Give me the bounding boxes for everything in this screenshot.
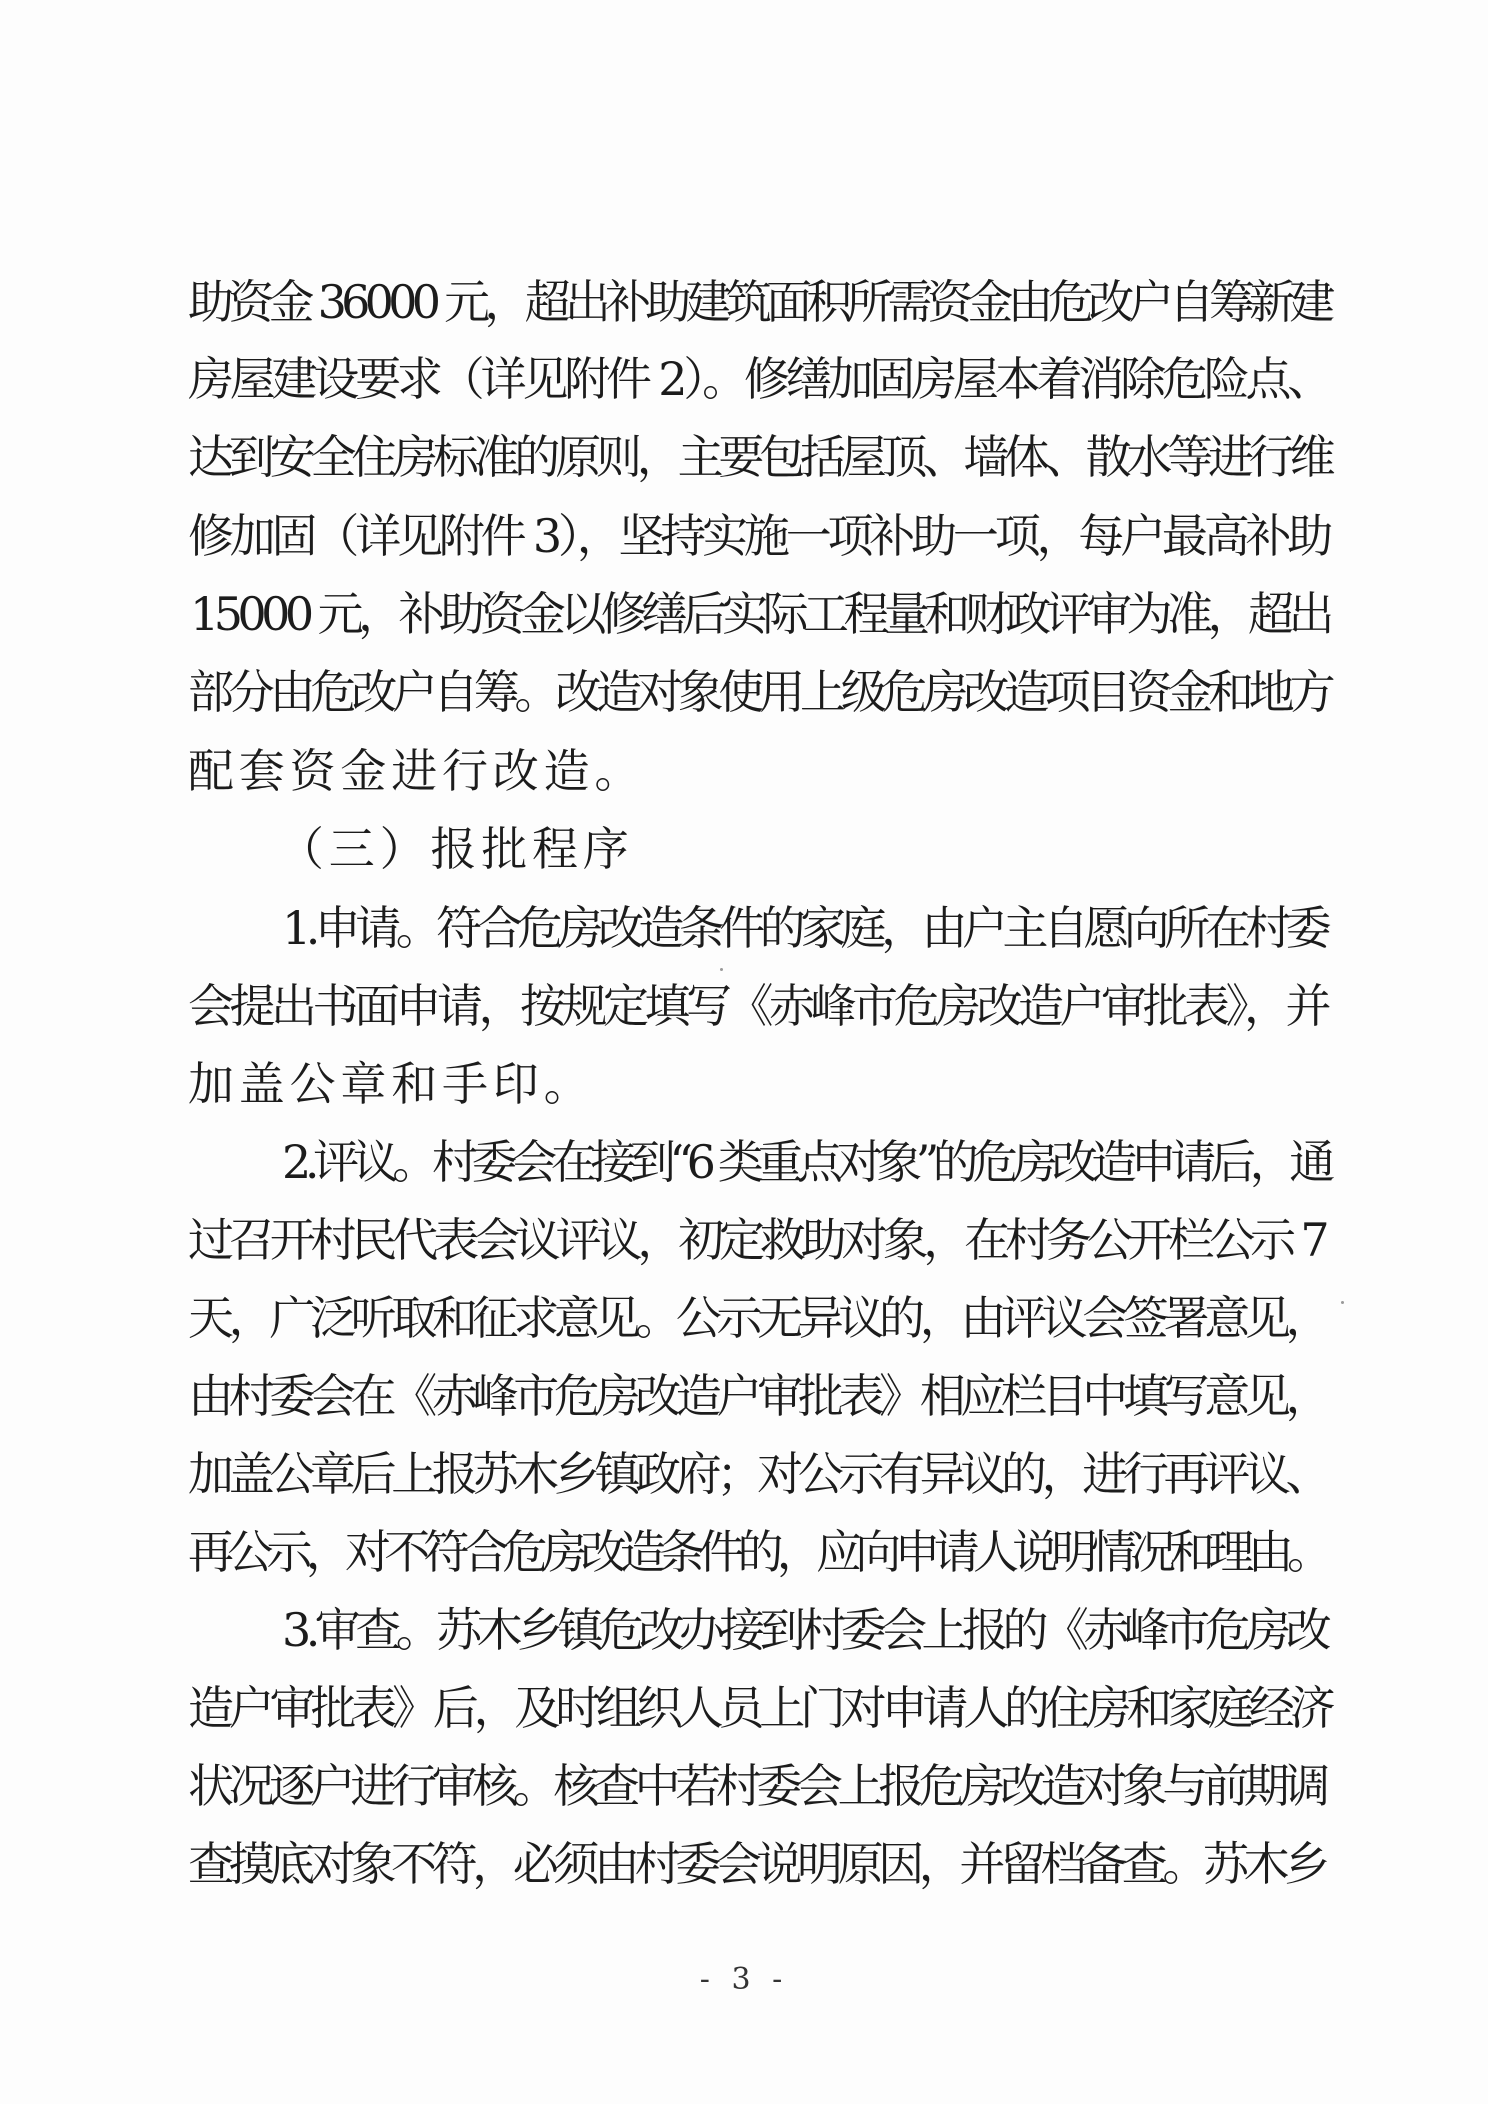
text-line: 查摸底对象不符，必须由村委会说明原因，并留档备查。苏木乡 (188, 1837, 1325, 1891)
text-line: 过召开村民代表会议评议，初定救助对象，在村务公开栏公示 7 (188, 1213, 1325, 1267)
text-line: 15000 元，补助资金以修缮后实际工程量和财政评审为准，超出 (190, 587, 1329, 641)
text-line: 部分由危改户自筹。改造对象使用上级危房改造项目资金和地方 (188, 665, 1331, 719)
section-heading: （三）报批程序 (278, 822, 634, 876)
text-line: 由村委会在《赤峰市危房改造户审批表》相应栏目中填写意见， (188, 1369, 1327, 1423)
text-line: 助资金 36000 元，超出补助建筑面积所需资金由危改户自筹新建 (188, 275, 1330, 329)
text-line: 造户审批表》后，及时组织人员上门对申请人的住房和家庭经济 (188, 1681, 1331, 1735)
page-number: - 3 - (699, 1962, 789, 1997)
text-line: 1.申请。符合危房改造条件的家庭，由户主自愿向所在村委 (282, 901, 1327, 955)
scan-speck (720, 968, 723, 971)
text-line: 2.评议。村委会在接到“6 类重点对象”的危房改造申请后，通 (282, 1135, 1329, 1189)
text-line: 达到安全住房标准的原则，主要包括屋顶、墙体、散水等进行维 (188, 430, 1331, 484)
text-line: 再公示，对不符合危房改造条件的，应向申请人说明情况和理由。 (188, 1525, 1327, 1579)
text-line: 3.审查。苏木乡镇危改办接到村委会上报的《赤峰市危房改 (282, 1603, 1327, 1657)
text-line: 会提出书面申请，按规定填写《赤峰市危房改造户审批表》，并 (188, 979, 1327, 1033)
text-line: 配套资金进行改造。 (188, 744, 646, 798)
text-line: 加盖公章后上报苏木乡镇政府；对公示有异议的，进行再评议、 (188, 1447, 1327, 1501)
text-line: 加盖公章和手印。 (188, 1057, 595, 1111)
text-line: 房屋建设要求（详见附件 2）。修缮加固房屋本着消除危险点、 (188, 352, 1330, 406)
text-line: 天，广泛听取和征求意见。公示无异议的，由评议会签署意见， (188, 1291, 1327, 1345)
text-line: 状况逐户进行审核。核查中若村委会上报危房改造对象与前期调 (188, 1759, 1325, 1813)
scan-speck (1341, 1301, 1344, 1304)
text-line: 修加固（详见附件 3），坚持实施一项补助一项，每户最高补助 (188, 509, 1330, 563)
